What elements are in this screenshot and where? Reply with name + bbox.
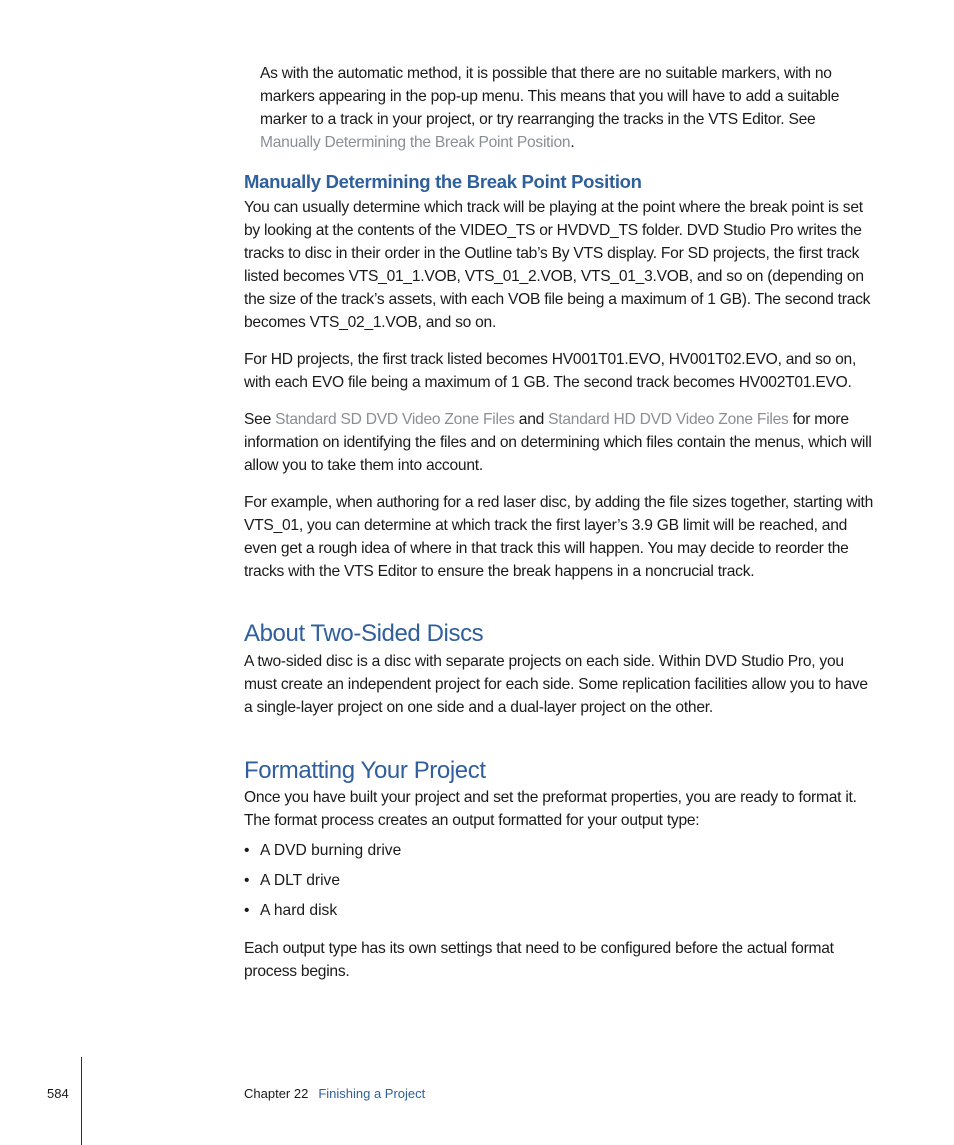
heading-break-point: Manually Determining the Break Point Position <box>244 171 642 192</box>
footer-chapter <box>244 1086 425 1101</box>
intro-text-end: . <box>570 134 575 151</box>
list-item-text: A DVD burning drive <box>260 842 402 859</box>
list-item-text: A DLT drive <box>260 872 341 889</box>
break-paragraph-2: For HD projects, the first track listed becomes HV001T01.EVO, HV001T02.EVO, and so on, with each EVO file being a maximum of 1 GB. The second track becomes HV002T01.EVO. <box>244 351 857 391</box>
list-item <box>244 839 401 862</box>
format-paragraph-2: Each output type has its own settings that need to be configured before the actual format process begins. <box>244 940 834 980</box>
bullet-icon: • <box>244 872 250 889</box>
break-paragraph-1: You can usually determine which track will be playing at the point where the break point is set by looking at the contents of the VIDEO_TS or HVDVD_TS folder. DVD Studio Pro writes the tracks to disc in their order in the Outline tab’s By VTS display. For SD projects, the first track listed becomes VTS_01_1.VOB, VTS_01_2.VOB, VTS_01_3.VOB, and so on (depending on the size of the track’s assets, with each VOB file being a maximum of 1 GB). The second track becomes VTS_02_1.VOB, and so on. <box>244 199 871 331</box>
chapter-label: Chapter 22 <box>244 1086 309 1101</box>
list-item-text: A hard disk <box>260 902 338 919</box>
break-paragraph-3 <box>244 408 880 477</box>
break-paragraph-4: For example, when authoring for a red laser disc, by adding the file sizes together, starting with VTS_01, you can determine at which track the first layer’s 3.9 GB limit will be reached, and even get a rough idea of where in that track this will happen. You may decide to reorder the tracks with the VTS Editor to ensure the break happens in a noncrucial track. <box>244 494 874 580</box>
footer-divider <box>81 1057 82 1145</box>
list-item <box>244 899 337 922</box>
link-hd-zone-files[interactable]: Standard HD DVD Video Zone Files <box>548 411 789 428</box>
see-text: See <box>244 411 276 428</box>
bullet-icon: • <box>244 842 250 859</box>
more-info-text: for more information on identifying the files and on determining which files contain the menus, which will allow you to take them into account. <box>244 411 872 474</box>
link-manually-determining[interactable]: Manually Determining the Break Point Position <box>260 134 571 151</box>
and-text: and <box>514 411 549 428</box>
intro-paragraph <box>260 62 876 154</box>
link-sd-zone-files[interactable]: Standard SD DVD Video Zone Files <box>275 411 515 428</box>
page-number: 584 <box>47 1086 69 1101</box>
format-paragraph-1: Once you have built your project and set the preformat properties, you are ready to format it. The format process creates an output formatted for your output type: <box>244 789 857 829</box>
chapter-title-link[interactable]: Finishing a Project <box>318 1086 426 1101</box>
heading-two-sided: About Two-Sided Discs <box>244 620 484 647</box>
heading-formatting: Formatting Your Project <box>244 757 486 784</box>
two-sided-paragraph: A two-sided disc is a disc with separate projects on each side. Within DVD Studio Pro, you must create an independent project for each side. Some replication facilities allow you to have a single-layer project on one side and a dual-layer project on the other. <box>244 653 868 716</box>
list-item <box>244 869 340 892</box>
bullet-icon: • <box>244 902 250 919</box>
intro-text: As with the automatic method, it is possible that there are no suitable markers, with no markers appearing in the pop-up menu. This means that you will have to add a suitable marker to a track in your project, or try rearranging the tracks in the VTS Editor. See <box>260 65 840 128</box>
